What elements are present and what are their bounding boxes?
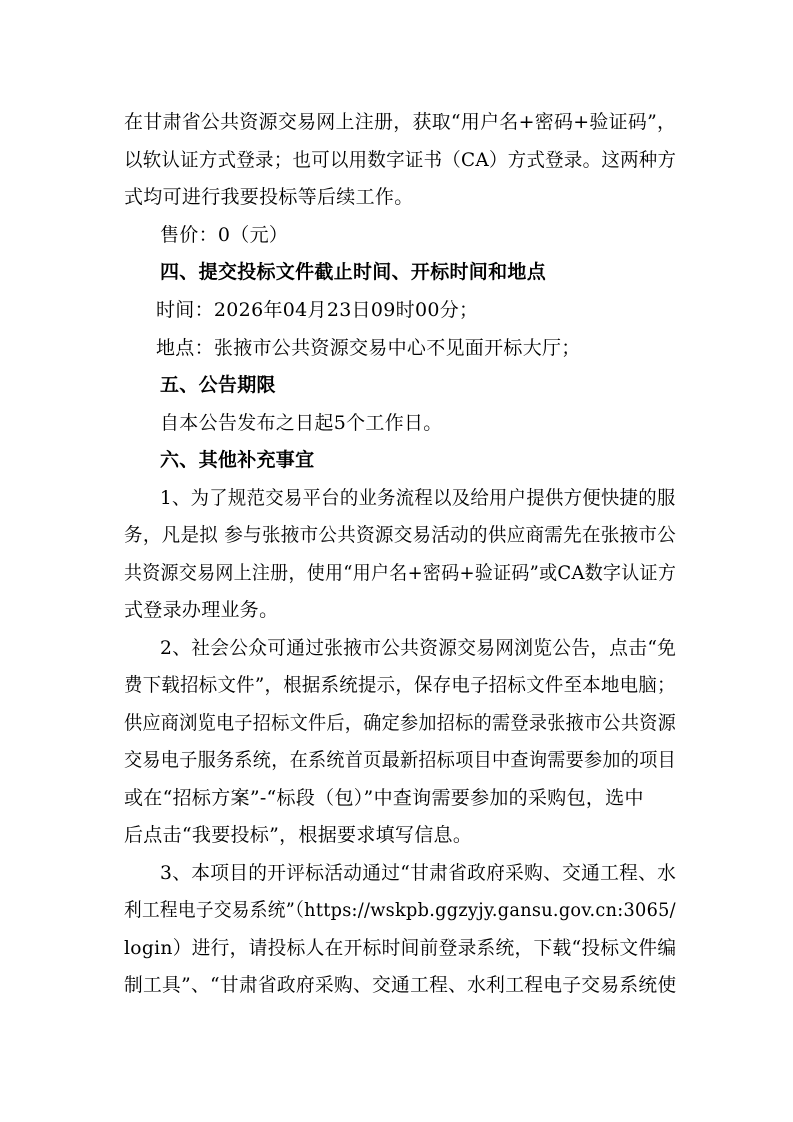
section-4-place: 地点：张掖市公共资源交易中心不见面开标大厅； [156,337,581,359]
section-5-heading: 五、公告期限 [160,374,276,396]
item-1-line-3: 共资源交易网上注册，使用“用户名+密码+验证码”或CA数字认证方 [124,562,677,584]
section-6-heading: 六、其他补充事宜 [160,449,315,471]
item-2-line-6: 后点击“我要投标”，根据要求填写信息。 [124,824,473,846]
item-1-line-4: 式登录办理业务。 [124,599,279,621]
registration-line-2: 以软认证方式登录；也可以用数字证书（CA）方式登录。这两种方 [124,149,677,171]
item-3-line-3: login）进行，请投标人在开标时间前登录系统，下载“投标文件编 [124,937,677,959]
registration-line-3: 式均可进行我要投标等后续工作。 [124,186,414,208]
item-3-line-1: 3、本项目的开评标活动通过“甘肃省政府采购、交通工程、水 [160,862,677,884]
item-1-line-2: 务，凡是拟 参与张掖市公共资源交易活动的供应商需先在张掖市公 [124,524,677,546]
section-5-text: 自本公告发布之日起5个工作日。 [160,412,443,434]
section-4-time: 时间：2026年04月23日09时00分； [156,299,479,321]
item-3-line-2: 利工程电子交易系统”（https://wskpb.ggzyjy.gansu.gov.cn:3065/ [124,899,676,921]
item-2-line-2: 费下载招标文件”，根据系统提示，保存电子招标文件至本地电脑； [124,674,676,696]
item-2-line-4: 交易电子服务系统，在系统首页最新招标项目中查询需要参加的项目 [124,749,677,771]
registration-line-1: 在甘肃省公共资源交易网上注册，获取“用户名+密码+验证码”， [124,111,677,133]
item-2-line-5: 或在“招标方案”-“标段（包）”中查询需要参加的采购包，选中 [124,787,644,809]
section-4-heading: 四、提交投标文件截止时间、开标时间和地点 [160,261,547,283]
item-1-line-1: 1、为了规范交易平台的业务流程以及给用户提供方便快捷的服 [160,487,676,509]
price-line: 售价：0（元） [160,224,289,246]
item-2-line-1: 2、社会公众可通过张掖市公共资源交易网浏览公告，点击“免 [160,637,677,659]
item-2-line-3: 供应商浏览电子招标文件后，确定参加招标的需登录张掖市公共资源 [124,712,677,734]
item-3-line-4: 制工具”、“甘肃省政府采购、交通工程、水利工程电子交易系统使 [124,974,677,996]
